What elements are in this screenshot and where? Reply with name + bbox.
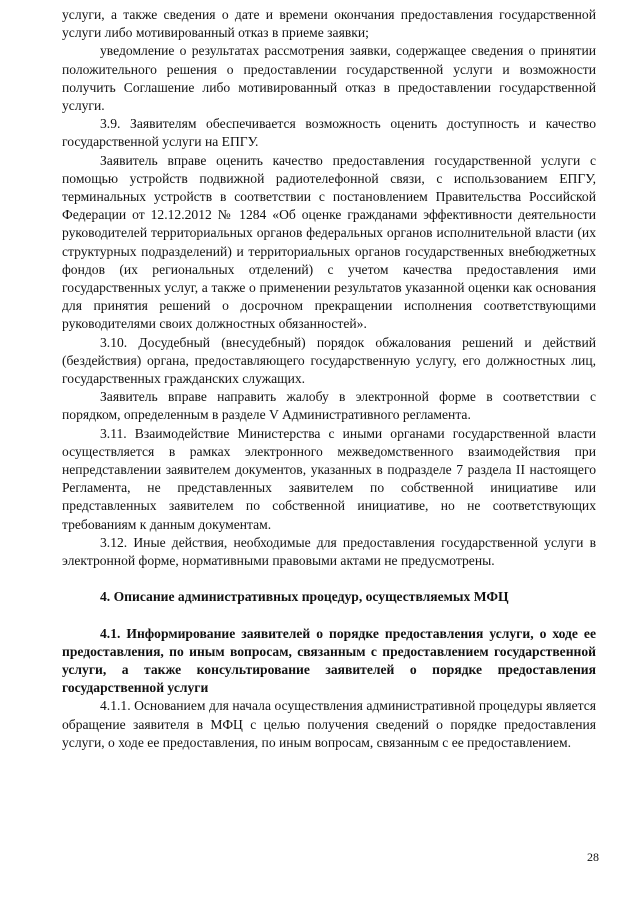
section-heading: 4. Описание административных процедур, осуществляемых МФЦ xyxy=(100,589,509,605)
paragraph-4-1-1: 4.1.1. Основанием для начала осуществления административной процедуры является обращение заявителя в МФЦ с целью получения сведений о порядке предоставления услуги, о ходе ее предоставления, по иным вопросам, связанным с ее предоставлением. xyxy=(62,698,596,750)
paragraph-3-10: 3.10. Досудебный (внесудебный) порядок обжалования решений и действий (бездействия) органа, предоставляющего государственную услугу, его должностных лиц, государственных гражданских служащих. xyxy=(62,334,596,387)
paragraph-notification: уведомление о результатах рассмотрения заявки, содержащее сведения о принятии положительного решения о предоставлении государственной услуги и возможности получить Соглашение либо мотивированный отказ в предоставлении государственной услуги. xyxy=(62,43,596,114)
paragraph-complaint: Заявитель вправе направить жалобу в электронной форме в соответствии с порядком, определенным в разделе V Административного регламента. xyxy=(62,389,596,423)
document-page xyxy=(62,6,596,752)
section-spacer xyxy=(62,570,596,588)
subsection-heading: 4.1. Информирование заявителей о порядке предоставления услуги, о ходе ее предоставления, по иным вопросам, связанным с предоставлением государственной услуги, а также консультирование заявителей о порядке предоставления государственной услуги xyxy=(62,625,596,696)
subsection-spacer xyxy=(62,607,596,625)
paragraph-continuation: услуги, а также сведения о дате и времени окончания предоставления государственной услуги либо мотивированный отказ в приеме заявки; xyxy=(62,7,596,41)
paragraph-3-12: 3.12. Иные действия, необходимые для предоставления государственной услуги в электронной форме, нормативными правовыми актами не предусмотрены. xyxy=(62,534,596,569)
page-number: 28 xyxy=(587,850,599,864)
paragraph-quality-assessment: Заявитель вправе оценить качество предоставления государственной услуги с помощью устройств подвижной радиотелефонной связи, с использованием ЕПГУ, терминальных устройств в соответствии с постановлением Правительства Российской Федерации от 12.12.2012 № 1284 «Об оценке гражданами эффективности деятельности руководителей территориальных органов федеральных органов исполнительной власти (их структурных подразделений) и территориальных органов государственных внебюджетных фондов (их региональных отделений) с учетом качества предоставления ими государственных услуг, а также о применении результатов указанной оценки как основания для принятия решений о досрочном прекращении исполнения соответствующими руководителями своих должностных обязанностей». xyxy=(62,152,596,332)
paragraph-3-9: 3.9. Заявителям обеспечивается возможность оценить доступность и качество государственной услуги на ЕПГУ. xyxy=(62,116,596,150)
paragraph-3-11: 3.11. Взаимодействие Министерства с иными органами государственной власти осуществляется в рамках электронного межведомственного взаимодействия при непредставлении заявителем документов, указанных в подразделе 7 раздела II настоящего Регламента, не представленных заявителем по собственной инициативе или представленных заявителем по собственной инициативе, но не соответствующих требованиям к данным документам. xyxy=(62,425,596,532)
